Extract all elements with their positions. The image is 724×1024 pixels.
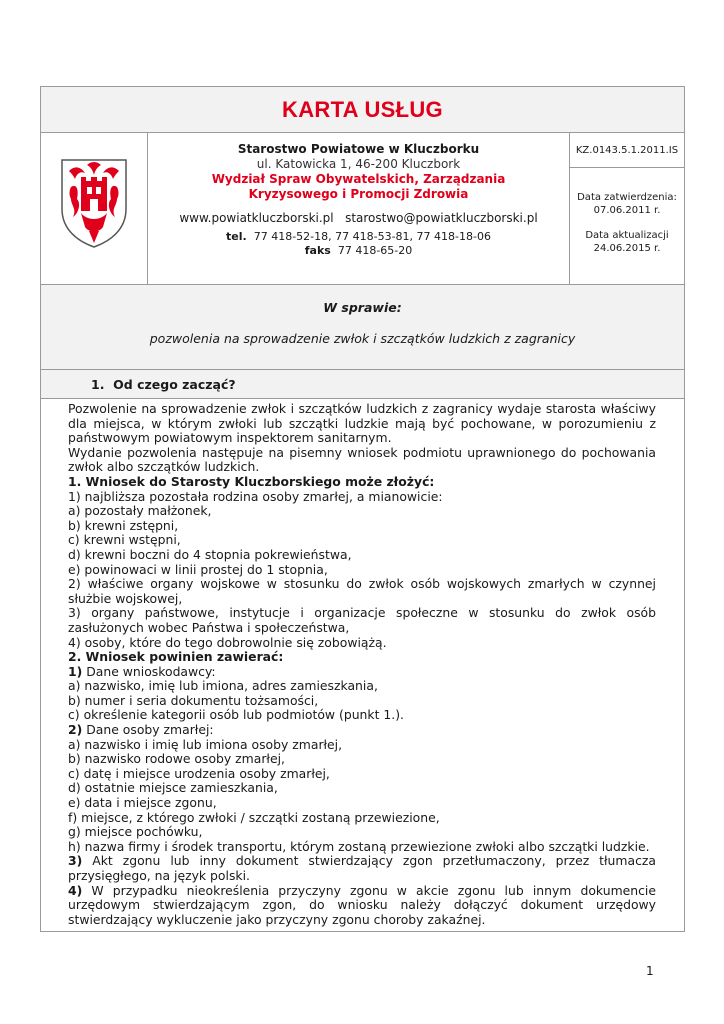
list-item: 2) właściwe organy wojskowe w stosunku do zwłok osób wojskowych zmarłych w czynnej służbie wojskowej, bbox=[68, 576, 656, 606]
list-item: 2) Dane osoby zmarłej: bbox=[68, 722, 214, 738]
list-item: d) ostatnie miejsce zamieszkania, bbox=[68, 780, 278, 796]
list-item: a) nazwisko i imię lub imiona osoby zmarłej, bbox=[68, 736, 343, 752]
heading-who-can-apply: 1. Wniosek do Starosty Kluczborskiego może złożyć: bbox=[68, 473, 435, 489]
list-item: 3) Akt zgonu lub inny dokument stwierdzający zgon przetłumaczony, przez tłumacza przysięgłego, na język polski. bbox=[68, 853, 656, 883]
list-item: d) krewni boczni do 4 stopnia pokrewieństwa, bbox=[68, 546, 352, 562]
tel-numbers: 77 418-52-18, 77 418-53-81, 77 418-18-06 bbox=[253, 230, 491, 243]
list-item: 3) organy państwowe, instytucje i organizacje społeczne w stosunku do zwłok osób zasłużonych wobec Państwa i społeczeństwa, bbox=[68, 605, 656, 635]
list-item: 1) Dane wnioskodawcy: bbox=[68, 663, 216, 679]
list-item: e) powinowaci w linii prostej do 1 stopnia, bbox=[68, 561, 328, 577]
list-item: 4) W przypadku nieokreślenia przyczyny zgonu w akcie zgonu lub innym dokumencie urzędowym stwierdzającym zgon, do wniosku należy dołączyć dokument urzędowy stwierdzający wykluczenie jako przyczyny zgonu choroby zakaźnej. bbox=[68, 882, 656, 927]
document-code: KZ.0143.5.1.2011.IS bbox=[570, 133, 684, 168]
contact-info bbox=[148, 133, 570, 284]
department-line-2: Kryzysowego i Promocji Zdrowia bbox=[248, 187, 469, 201]
list-item: b) numer i seria dokumentu tożsamości, bbox=[68, 692, 319, 708]
approval-date: 07.06.2011 r. bbox=[593, 205, 661, 216]
email-link[interactable]: starostwo@powiatkluczborski.pl bbox=[345, 211, 538, 225]
fax-number: 77 418-65-20 bbox=[337, 244, 413, 257]
subject-row bbox=[40, 285, 685, 370]
update-date: 24.06.2015 r. bbox=[593, 243, 661, 254]
page-title: KARTA USŁUG bbox=[282, 96, 443, 122]
department-line-1: Wydział Spraw Obywatelskich, Zarządzania bbox=[211, 172, 506, 186]
list-item: b) nazwisko rodowe osoby zmarłej, bbox=[68, 751, 285, 767]
list-item: f) miejsce, z którego zwłoki / szczątki zostaną przewiezione, bbox=[68, 809, 440, 825]
list-item: 1) najbliższa pozostała rodzina osoby zmarłej, a mianowicie: bbox=[68, 488, 443, 504]
list-item: a) pozostały małżonek, bbox=[68, 503, 212, 519]
document-meta bbox=[570, 133, 684, 284]
phone-line bbox=[148, 230, 569, 244]
section-number: 1. bbox=[91, 376, 105, 392]
service-card bbox=[40, 86, 685, 932]
section-title: Od czego zacząć? bbox=[113, 376, 236, 392]
list-item: h) nazwa firmy i środek transportu, którym zostaną przewiezione zwłoki albo szczątki ludzkie. bbox=[68, 838, 650, 854]
section-heading bbox=[40, 370, 685, 399]
fax-line bbox=[148, 244, 569, 258]
logo-cell bbox=[41, 133, 148, 284]
update-label: Data aktualizacji bbox=[585, 230, 669, 241]
list-item: e) data i miejsce zgonu, bbox=[68, 795, 217, 811]
list-item: 4) osoby, które do tego dobrowolnie się zobowiążą. bbox=[68, 634, 387, 650]
header-row bbox=[40, 133, 685, 285]
dates bbox=[570, 168, 684, 255]
list-item: c) datę i miejsce urodzenia osoby zmarłej, bbox=[68, 765, 330, 781]
subject-text: pozwolenia na sprowadzenie zwłok i szczątków ludzkich z zagranicy bbox=[149, 331, 576, 346]
page-number: 1 bbox=[646, 964, 654, 978]
list-item: g) miejsce pochówku, bbox=[68, 824, 203, 840]
web-contacts bbox=[148, 211, 569, 226]
website-link[interactable]: www.powiatkluczborski.pl bbox=[179, 211, 334, 225]
organization-name: Starostwo Powiatowe w Kluczborku bbox=[237, 142, 480, 156]
intro-paragraph-2: Wydanie pozwolenia następuje na pisemny wniosek podmiotu uprawnionego do pochowania zwłok albo szczątków ludzkich. bbox=[68, 444, 656, 475]
list-item: c) krewni wstępni, bbox=[68, 532, 181, 548]
address: ul. Katowicka 1, 46-200 Kluczbork bbox=[256, 157, 461, 171]
approval-label: Data zatwierdzenia: bbox=[577, 192, 677, 203]
fax-label: faks bbox=[304, 244, 331, 257]
subject-label: W sprawie: bbox=[323, 300, 402, 315]
section-content bbox=[40, 399, 685, 932]
heading-application-contents: 2. Wniosek powinien zawierać: bbox=[68, 649, 284, 665]
list-item: b) krewni zstępni, bbox=[68, 517, 179, 533]
tel-label: tel. bbox=[226, 230, 247, 243]
coat-of-arms-icon bbox=[59, 157, 129, 249]
list-item: c) określenie kategorii osób lub podmiotów (punkt 1.). bbox=[68, 707, 404, 723]
intro-paragraph-1: Pozwolenie na sprowadzenie zwłok i szczątków ludzkich z zagranicy wydaje starosta właściwy dla miejsca, w którym zwłoki lub szczątki ludzkie mają być pochowane, w porozumieniu z państwowym powiatowym inspektorem sanitarnym. bbox=[68, 401, 656, 446]
title-row bbox=[40, 86, 685, 133]
list-item: a) nazwisko, imię lub imiona, adres zamieszkania, bbox=[68, 678, 378, 694]
